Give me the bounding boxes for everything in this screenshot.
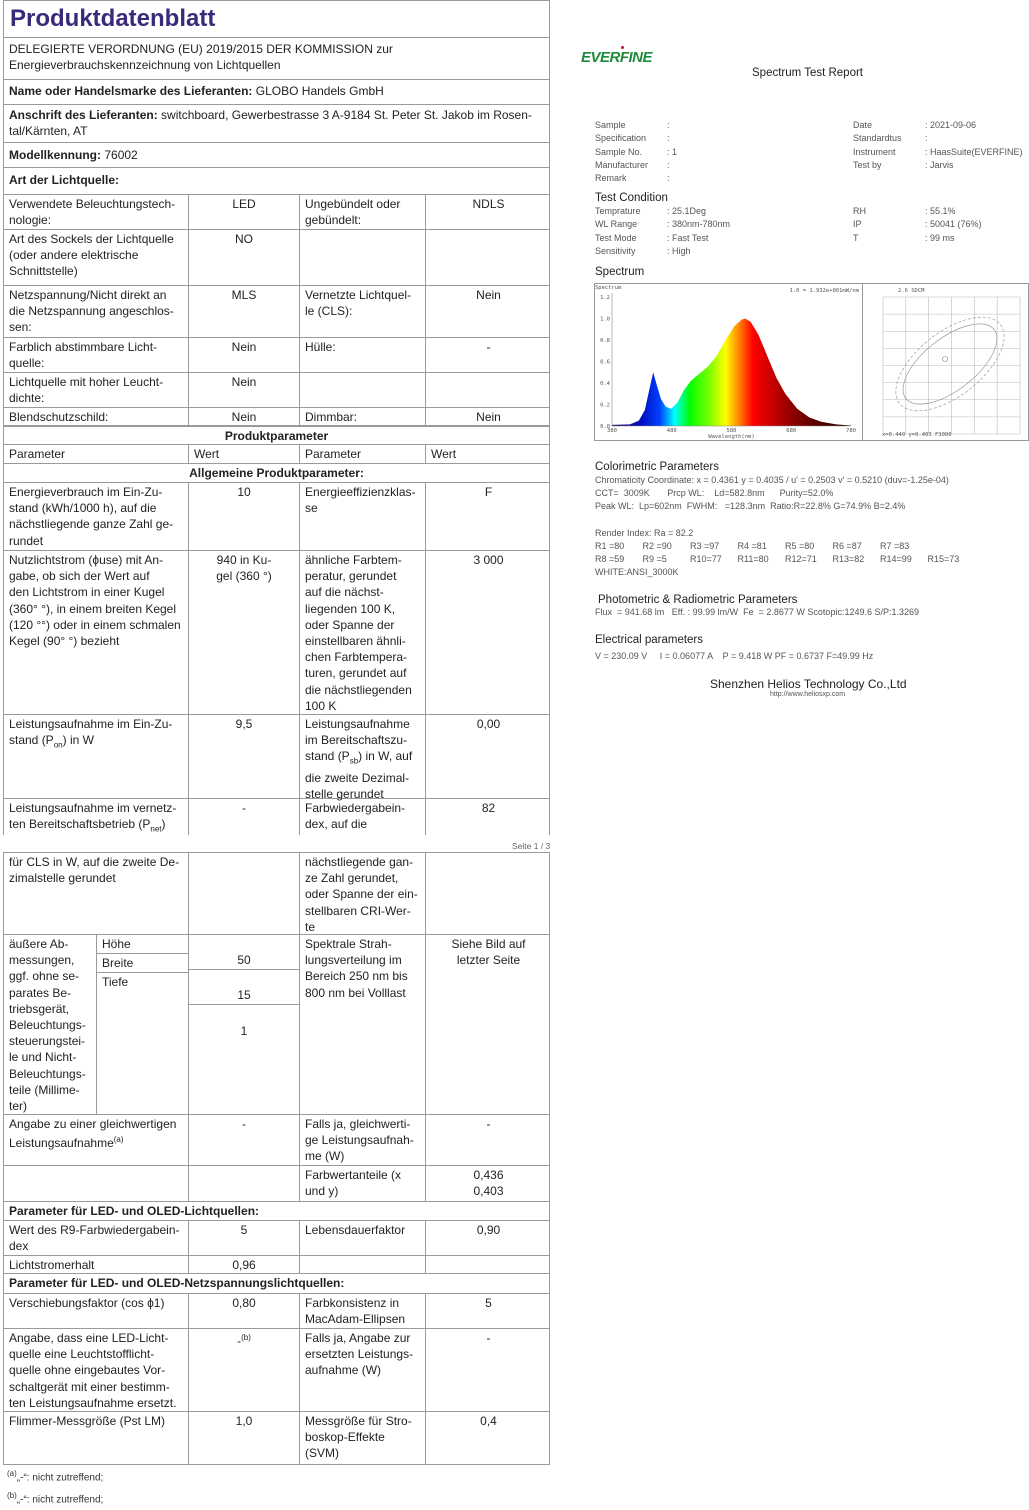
value-cell: - xyxy=(425,1329,551,1411)
parameter-cell: Dimmbar: xyxy=(299,408,425,425)
value-cell: LED xyxy=(188,195,299,229)
render-index-value: R15=73 xyxy=(927,554,960,564)
value-cell: 5 xyxy=(188,1221,299,1255)
source-type-row xyxy=(3,168,550,195)
render-index-value: R4 =81 xyxy=(737,541,767,551)
info-label: Standardtus xyxy=(853,133,902,144)
value-cell xyxy=(425,1256,551,1273)
info-value: : High xyxy=(667,245,691,256)
report-title: Spectrum Test Report xyxy=(752,67,864,79)
model-value: 76002 xyxy=(104,148,138,162)
info-value: : 380nm-780nm xyxy=(667,219,731,230)
cell-text: ) in W xyxy=(62,733,94,748)
colorimetric-heading: Colorimetric Parameters xyxy=(595,461,719,473)
footnote-text: „-“: nicht zutreffend; xyxy=(16,1494,104,1506)
table-row xyxy=(3,445,550,464)
page-number: Seite 1 / 3 xyxy=(512,841,551,851)
info-label: Sample No. xyxy=(595,146,643,157)
info-label: Test by xyxy=(853,159,882,170)
test-condition-heading: Test Condition xyxy=(595,192,668,204)
spectrum-figure xyxy=(594,283,1029,441)
table-row xyxy=(3,1115,550,1166)
company-url[interactable]: http://www.heliosxp.com xyxy=(770,691,846,698)
render-index-value: R6 =87 xyxy=(832,541,862,551)
parameter-cell: Lichtquelle mit hoher Leucht- dichte: xyxy=(9,375,164,406)
value-cell xyxy=(188,853,299,934)
info-label: Remark xyxy=(595,173,627,184)
everfine-logo: EVERFINE xyxy=(581,49,653,66)
info-value: : 1 xyxy=(667,146,678,157)
info-value: : HaasSuite(EVERFINE) xyxy=(925,146,1023,157)
value-cell: 0,436 0,403 xyxy=(425,1166,551,1201)
table-row xyxy=(3,1221,550,1256)
parameter-cell: Parameter xyxy=(9,447,66,461)
address-value: switchboard, Gewerbestrasse 3 A-9184 St. Peter St. Jakob im Rosen- tal/Kärnten, AT xyxy=(9,108,532,139)
parameter-cell: Farbkonsistenz in MacAdam-Ellipsen xyxy=(299,1294,425,1328)
parameter-cell: Verschiebungsfaktor (cos ϕ1) xyxy=(9,1296,165,1310)
render-index-value: R12=71 xyxy=(785,554,817,564)
value-cell xyxy=(425,230,551,285)
address-row xyxy=(3,105,550,143)
footnote-mark: (b) xyxy=(7,1491,17,1501)
section-heading: Produktparameter xyxy=(224,429,329,443)
parameter-cell: Flimmer-Messgröße (Pst LM) xyxy=(9,1414,166,1428)
value-cell xyxy=(188,1329,299,1411)
cie-title: 2.6 SDCM xyxy=(898,288,925,294)
render-index: Render Index: Ra = 82.2 xyxy=(595,528,694,538)
info-label: Manufacturer xyxy=(595,159,649,170)
render-index-value: R1 =80 xyxy=(595,541,625,551)
x-tick-label: 380 xyxy=(607,428,617,434)
info-value: : Jarvis xyxy=(925,159,954,170)
regulation-row xyxy=(3,38,550,80)
source-type-label: Art der Lichtquelle: xyxy=(9,173,120,187)
value-cell: MLS xyxy=(188,286,299,337)
spectrum-heading: Spectrum xyxy=(595,266,645,278)
chromaticity-line: Chromaticity Coordinate: x = 0.4361 y = 0.4035 / u' = 0.2503 v' = 0.5210 (duv=-1.25e-04) xyxy=(595,475,949,485)
parameter-cell: Vernetzte Lichtquel- le (CLS): xyxy=(299,286,425,337)
info-label: Temprature xyxy=(595,206,641,216)
table-row xyxy=(3,1412,550,1465)
info-label: Date xyxy=(853,120,873,130)
section-heading: Allgemeine Produktparameter: xyxy=(189,466,364,480)
value-cell: F xyxy=(425,483,551,550)
company-name: Shenzhen Helios Technology Co.,Ltd xyxy=(710,677,907,691)
info-value: : 99 ms xyxy=(925,232,955,243)
parameter-cell: Energieverbrauch im Ein-Zu- stand (kWh/1000 h), auf die nächstliegende ganze Zahl ge- rundet xyxy=(9,485,174,548)
dimensions-row xyxy=(3,935,550,1115)
footnote-text: „-“: nicht zutreffend; xyxy=(16,1472,104,1484)
value-cell: 5 xyxy=(425,1294,551,1328)
x-axis-label: Wavelength(nm) xyxy=(708,434,755,440)
parameter-cell: Messgröße für Stro- boskop-Effekte (SVM) xyxy=(299,1412,425,1464)
value-cell: 3 000 xyxy=(425,551,551,714)
parameter-cell: Art des Sockels der Lichtquelle (oder andere elektrische Schnittstelle) xyxy=(9,232,174,279)
render-index-value: R13=82 xyxy=(832,554,865,564)
spectrum-chart-title: Spectrum xyxy=(595,285,622,291)
value-cell: 0,90 xyxy=(425,1221,551,1255)
electrical-heading: Electrical parameters xyxy=(595,634,704,646)
render-index-value: R14=99 xyxy=(880,554,912,564)
parameter-cell: Energieeffizienzklas- se xyxy=(299,483,425,550)
parameter-cell: Nutzlichtstrom (ϕuse) mit An- gabe, ob sich der Wert auf den Lichtstrom in einer Kugel (360° °), in einem breiten Kegel (120 °°) oder in einem schmalen Kegel (90° °) bezieht xyxy=(9,553,181,649)
info-value: : 2021-09-06 xyxy=(925,120,977,130)
render-index-value: R11=80 xyxy=(737,554,769,564)
y-tick-label: 1.2 xyxy=(600,295,610,301)
value-cell: Nein xyxy=(425,286,551,337)
parameter-cell: Angabe, dass eine LED-Licht- quelle eine Leuchtstofflicht- quelle ohne eingebautes Vor- schaltgerät mit einer bestimm- ten Leistungsaufnahme ersetzt. xyxy=(9,1331,177,1410)
value-cell: - xyxy=(188,799,299,835)
info-label: Sensitivity xyxy=(595,245,636,256)
model-row xyxy=(3,143,550,168)
cell-text: - xyxy=(237,1334,242,1348)
footnote-ref: (a) xyxy=(113,1135,124,1145)
supplier-row xyxy=(3,80,550,105)
parameter-cell xyxy=(4,715,188,798)
parameter-cell xyxy=(4,1166,188,1201)
table-row xyxy=(3,799,550,835)
section-heading: Parameter für LED- und OLED-Netzspannungslichtquellen: xyxy=(9,1276,345,1290)
parameter-cell xyxy=(4,1115,188,1165)
footnote-ref: (b) xyxy=(241,1333,251,1342)
section-mains xyxy=(3,1274,550,1294)
title-row xyxy=(3,0,550,38)
value-cell: 82 xyxy=(425,799,551,835)
x-tick-label: 780 xyxy=(846,428,856,434)
cell-text: Leistungsaufnahme im vernetz- ten Bereitschaftsbetrieb (P xyxy=(9,801,177,832)
info-label: WL Range xyxy=(595,219,638,230)
value-cell: NO xyxy=(188,230,299,285)
x-tick-label: 580 xyxy=(726,428,737,434)
y-tick-label: 1.0 xyxy=(600,316,610,323)
parameter-cell xyxy=(299,1256,425,1273)
value-cell: 0,4 xyxy=(425,1412,551,1464)
value-cell: - xyxy=(425,338,551,372)
info-label: T xyxy=(853,232,859,243)
parameter-cell: ähnliche Farbtem- peratur, gerundet auf die nächst- liegenden 100 K, oder Spanne der einstellbaren ähnli- chen Farbtempera- turen, gerundet auf die nächstliegenden 100 K xyxy=(299,551,425,714)
render-index-value: R7 =83 xyxy=(880,541,910,551)
cell-text: Angabe zu einer gleichwertigen Leistungsaufnahme xyxy=(9,1117,177,1151)
render-index-value: R2 =90 xyxy=(642,541,672,551)
regulation-text: DELEGIERTE VERORDNUNG (EU) 2019/2015 DER KOMMISSION zur Energieverbrauchskennzeichnung von Lichtquellen xyxy=(9,42,393,73)
render-index-value: R10=77 xyxy=(690,554,722,564)
y-tick-label: 0.8 xyxy=(600,338,610,344)
model-label: Modellkennung: xyxy=(9,148,101,162)
dimension-name: Höhe xyxy=(97,935,188,954)
value-cell: Nein xyxy=(188,338,299,372)
value-cell: - xyxy=(188,1115,299,1165)
info-label: RH xyxy=(853,206,866,216)
render-index-value: R3 =97 xyxy=(690,541,720,551)
parameter-cell xyxy=(299,373,425,407)
table-row xyxy=(3,286,550,338)
parameter-cell: Ungebündelt oder gebündelt: xyxy=(299,195,425,229)
value-cell: 10 xyxy=(188,483,299,550)
info-label: IP xyxy=(853,219,862,230)
parameter-cell: nächstliegende gan- ze Zahl gerundet, oder Spanne der ein- stellbaren CRI-Wer- te xyxy=(299,853,425,934)
parameter-cell: Netzspannung/Nicht direkt an die Netzspannung angeschlos- sen: xyxy=(9,288,174,335)
value-cell: 0,00 xyxy=(425,715,551,798)
dimension-value: 50 xyxy=(189,951,299,970)
value-cell: 1,0 xyxy=(188,1412,299,1464)
white-class: WHITE:ANSI_3000K xyxy=(595,567,679,577)
dimension-name: Breite xyxy=(97,954,188,973)
supplier-label: Name oder Handelsmarke des Lieferanten: xyxy=(9,84,253,98)
parameter-cell: Parameter xyxy=(299,445,425,463)
x-tick-label: 480 xyxy=(666,428,677,434)
y-tick-label: 0.2 xyxy=(600,402,610,409)
subscript: on xyxy=(53,740,63,750)
info-value: : xyxy=(667,159,670,170)
parameter-cell: Hülle: xyxy=(299,338,425,372)
cell-text: Leistungsaufnahme im Ein-Zu- stand (P xyxy=(9,717,173,748)
cell-text: ) xyxy=(161,817,166,832)
render-index-value: R9 =5 xyxy=(642,554,667,564)
info-label: Specification xyxy=(595,133,647,144)
parameter-cell: für CLS in W, auf die zweite De- zimalstelle gerundet xyxy=(9,855,180,886)
info-value: : xyxy=(667,133,670,144)
dimensions-label: äußere Ab- messungen, ggf. ohne se- parates Be- triebsgerät, Beleuchtungs- steuerungstei- le und Nicht- Beleuchtungs- teile (Millime- ter) xyxy=(9,937,86,1114)
section-heading: Parameter für LED- und OLED-Lichtquellen: xyxy=(9,1204,260,1218)
info-label: Sample xyxy=(595,120,626,130)
scale-note: 1.0 = 1.932e+001mW/nm xyxy=(789,288,859,294)
value-cell xyxy=(425,373,551,407)
footnote xyxy=(7,1487,103,1509)
dimension-name: Tiefe xyxy=(102,975,129,989)
section-led xyxy=(3,1202,550,1221)
table-row xyxy=(3,408,550,426)
supplier-value: GLOBO Handels GmbH xyxy=(255,84,384,98)
parameter-cell xyxy=(299,715,425,802)
table-row xyxy=(3,852,550,935)
dimensions-values xyxy=(188,935,299,1114)
table-row xyxy=(3,338,550,373)
info-value: : 50041 (76%) xyxy=(925,219,982,230)
render-index-value: R5 =80 xyxy=(785,541,815,551)
cell-text: ) in W, auf die zweite Dezimal- stelle gerundet xyxy=(305,749,413,802)
info-value: : xyxy=(667,173,670,184)
value-cell: 9,5 xyxy=(188,715,299,798)
dimensions-names xyxy=(96,935,188,1114)
value-cell: 0,96 xyxy=(188,1256,299,1273)
peak-line: Peak WL: Lp=602nm FWHM: =128.3nm Ratio:R=22.8% G=74.9% B=2.4% xyxy=(595,501,906,511)
parameter-cell: Blendschutzschild: xyxy=(9,410,109,424)
subscript: sb xyxy=(349,756,359,766)
cie-readout: x=0.440 y=0.403 F3000 xyxy=(882,432,952,438)
parameter-cell: Farbwertanteile (x und y) xyxy=(299,1166,425,1201)
info-value: : 25.1Deg xyxy=(667,206,707,216)
y-tick-label: 0.4 xyxy=(600,381,610,387)
parameter-cell: Farblich abstimmbare Licht- quelle: xyxy=(9,340,158,371)
footnote xyxy=(7,1465,103,1487)
info-label: Instrument xyxy=(853,146,896,157)
y-tick-label: 0.6 xyxy=(600,359,610,366)
info-value: : xyxy=(667,120,670,130)
footnotes xyxy=(7,1465,103,1510)
table-row xyxy=(3,483,550,551)
spectral-distribution-param: Spektrale Strah- lungsverteilung im Bereich 250 nm bis 800 nm bei Volllast xyxy=(299,935,425,1114)
section-general xyxy=(3,464,550,483)
value-cell: Nein xyxy=(188,408,299,425)
render-index-value: R8 =59 xyxy=(595,554,625,564)
info-value: : xyxy=(925,133,928,144)
table-row xyxy=(3,230,550,286)
electrical-line: V = 230.09 V I = 0.06077 A P = 9.418 W PF = 0.6737 F=49.99 Hz xyxy=(595,651,874,661)
measured-point-marker xyxy=(943,357,948,362)
value-cell: 0,80 xyxy=(188,1294,299,1328)
parameter-cell: Wert des R9-Farbwiedergabein- dex xyxy=(9,1223,180,1254)
table-row xyxy=(3,715,550,802)
dimension-value: 1 xyxy=(240,1023,248,1038)
value-cell: NDLS xyxy=(425,195,551,229)
page-title: Produktdatenblatt xyxy=(10,5,216,32)
value-cell xyxy=(188,1166,299,1201)
table-row xyxy=(3,1256,550,1274)
photometric-line: Flux = 941.68 lm Eff. : 99.99 lm/W Fe = 2.8677 W Scotopic:1249.6 S/P:1.3269 xyxy=(595,607,920,617)
x-tick-label: 680 xyxy=(786,428,797,434)
photometric-heading: Photometric & Radiometric Parameters xyxy=(598,594,798,606)
cct-line: CCT= 3009K Prcp WL: Ld=582.8nm Purity=52.0% xyxy=(595,488,834,498)
cell-text: Leistungsaufnahme im Bereitschaftszu- stand (P xyxy=(305,717,410,764)
value-cell xyxy=(425,853,551,934)
value-cell: - xyxy=(425,1115,551,1165)
table-row xyxy=(3,1166,550,1202)
y-tick-label: 0.0 xyxy=(600,424,610,430)
parameter-cell: Lebensdauerfaktor xyxy=(299,1221,425,1255)
subscript: net xyxy=(150,824,162,834)
value-cell: Nein xyxy=(425,408,551,425)
spectral-distribution-value: Siehe Bild auf letzter Seite xyxy=(425,935,551,1114)
value-cell: Wert xyxy=(425,445,551,463)
parameter-cell xyxy=(4,799,188,835)
logo-dot-icon xyxy=(621,46,624,49)
parameter-cell xyxy=(299,230,425,285)
value-cell: Wert xyxy=(188,445,299,463)
table-row xyxy=(3,373,550,408)
table-row xyxy=(3,1294,550,1329)
info-value: : 55.1% xyxy=(925,206,956,216)
info-value: : Fast Test xyxy=(667,232,709,243)
address-label: Anschrift des Lieferanten: xyxy=(9,108,158,122)
value-cell: Nein xyxy=(188,373,299,407)
parameter-cell: Falls ja, Angabe zur ersetzten Leistungs- aufnahme (W) xyxy=(299,1329,425,1411)
table-row xyxy=(3,1329,550,1412)
info-label: Test Mode xyxy=(595,232,637,243)
table-row xyxy=(3,195,550,230)
footnote-mark: (a) xyxy=(7,1469,17,1478)
parameter-cell: Lichtstromerhalt xyxy=(9,1258,95,1272)
dimension-value: 15 xyxy=(189,986,299,1005)
parameter-cell: Falls ja, gleichwerti- ge Leistungsaufnah- me (W) xyxy=(299,1115,425,1165)
table-row xyxy=(3,551,550,715)
section-product-params xyxy=(3,426,550,445)
value-cell: 940 in Ku- gel (360 °) xyxy=(188,551,299,714)
parameter-cell: Verwendete Beleuchtungstech- nologie: xyxy=(9,197,176,228)
parameter-cell: Farbwiedergabein- dex, auf die xyxy=(299,799,425,835)
